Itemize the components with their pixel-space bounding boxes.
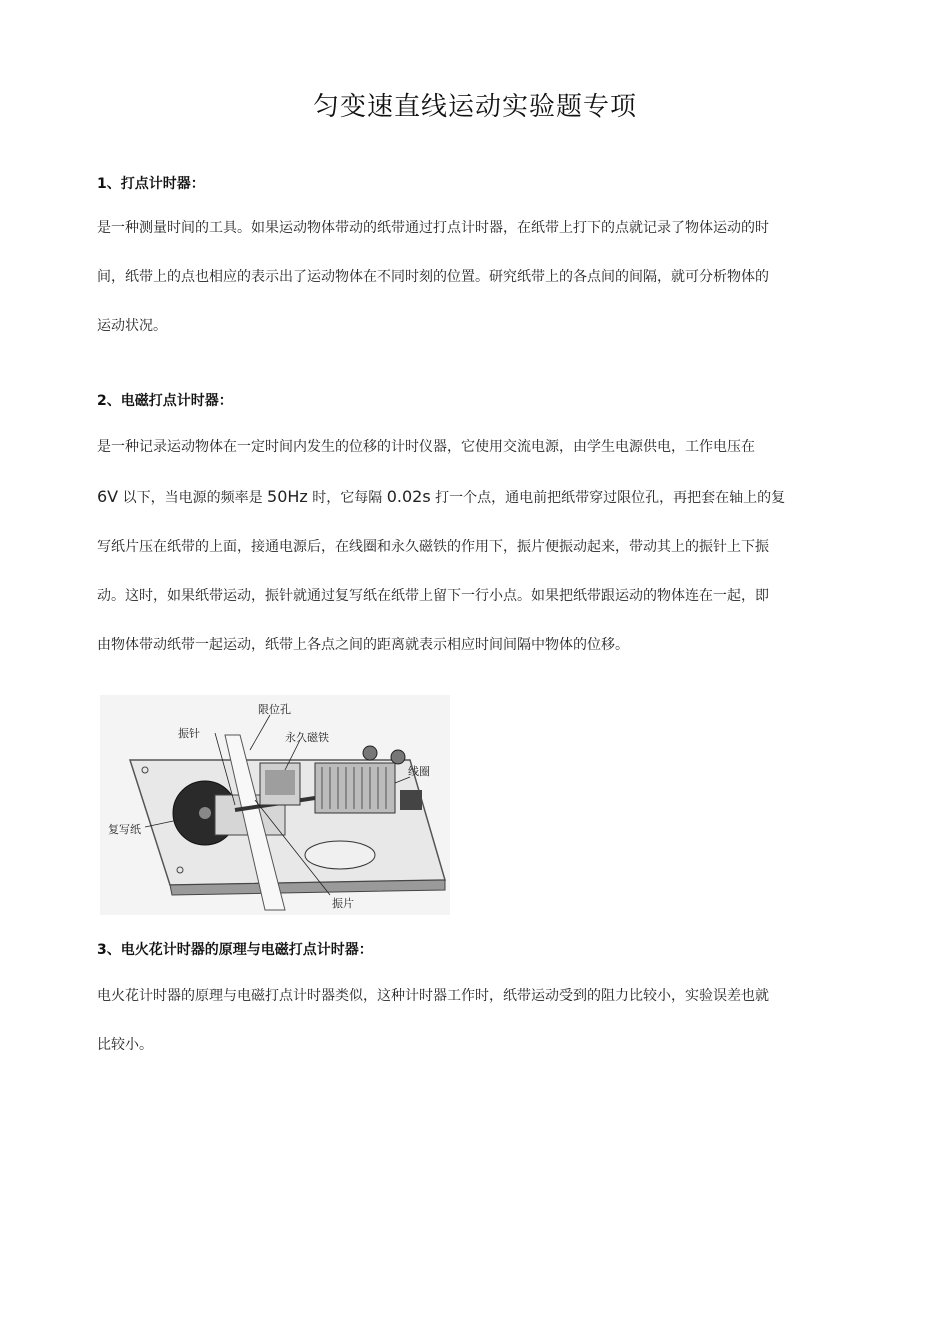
paragraph-line: 由物体带动纸带一起运动，纸带上各点之间的距离就表示相应时间间隔中物体的位移。 (97, 637, 629, 653)
section-3-paragraph (97, 972, 857, 1070)
section-3-heading: 3、电火花计时器的原理与电磁打点计时器： (97, 942, 373, 958)
paragraph-line: 是一种记录运动物体在一定时间内发生的位移的计时仪器，它使用交流电源，由学生电源供电，工作电压在 (97, 439, 755, 455)
timer-diagram-svg (100, 695, 450, 915)
paragraph-line: 运动状况。 (97, 318, 167, 334)
section-2-paragraph (97, 423, 857, 670)
label-vibrator: 振片 (332, 897, 354, 910)
paragraph-line: 写纸片压在纸带的上面，接通电源后，在线圈和永久磁铁的作用下，振片便振动起来，带动其上的振针上下振 (97, 539, 769, 555)
label-limit-hole: 限位孔 (258, 703, 291, 716)
paragraph-line: 是一种测量时间的工具。如果运动物体带动的纸带通过打点计时器，在纸带上打下的点就记录了物体运动的时 (97, 220, 769, 236)
section-1-heading: 1、打点计时器： (97, 176, 205, 192)
paragraph-line: 电火花计时器的原理与电磁打点计时器类似，这种计时器工作时，纸带运动受到的阻力比较小，实验误差也就 (97, 988, 769, 1004)
paragraph-line: 比较小。 (97, 1037, 153, 1053)
page-title: 匀变速直线运动实验题专项 (312, 92, 637, 122)
terminal-knob (391, 750, 405, 764)
paragraph-line: 间，纸带上的点也相应的表示出了运动物体在不同时刻的位置。研究纸带上的各点间的间隔，就可分析物体的 (97, 269, 769, 285)
timer-diagram (100, 695, 450, 915)
section-1-paragraph (97, 204, 857, 351)
connector-block (400, 790, 422, 810)
paragraph-line: 动。这时，如果纸带运动，振针就通过复写纸在纸带上留下一行小点。如果把纸带跟运动的物体连在一起，即 (97, 588, 769, 604)
voltage-value: 6V (97, 487, 119, 506)
paragraph-line: 6V 以下，当电源的频率是 50Hz 时，它每隔 0.02s 打一个点，通电前把纸带穿过限位孔，再把套在轴上的复 (97, 487, 786, 506)
terminal-knob (363, 746, 377, 760)
label-carbon-paper: 复写纸 (108, 823, 141, 836)
label-magnet: 永久磁铁 (285, 731, 329, 744)
carbon-paper-axle (199, 807, 211, 819)
section-2-heading: 2、电磁打点计时器： (97, 393, 233, 409)
label-needle: 振针 (178, 727, 200, 740)
label-coil: 线圈 (408, 765, 430, 778)
magnet-core (265, 770, 295, 795)
frequency-value: 50Hz (267, 487, 308, 506)
nameplate (305, 841, 375, 869)
coil-body (315, 763, 395, 813)
period-value: 0.02s (386, 487, 431, 506)
